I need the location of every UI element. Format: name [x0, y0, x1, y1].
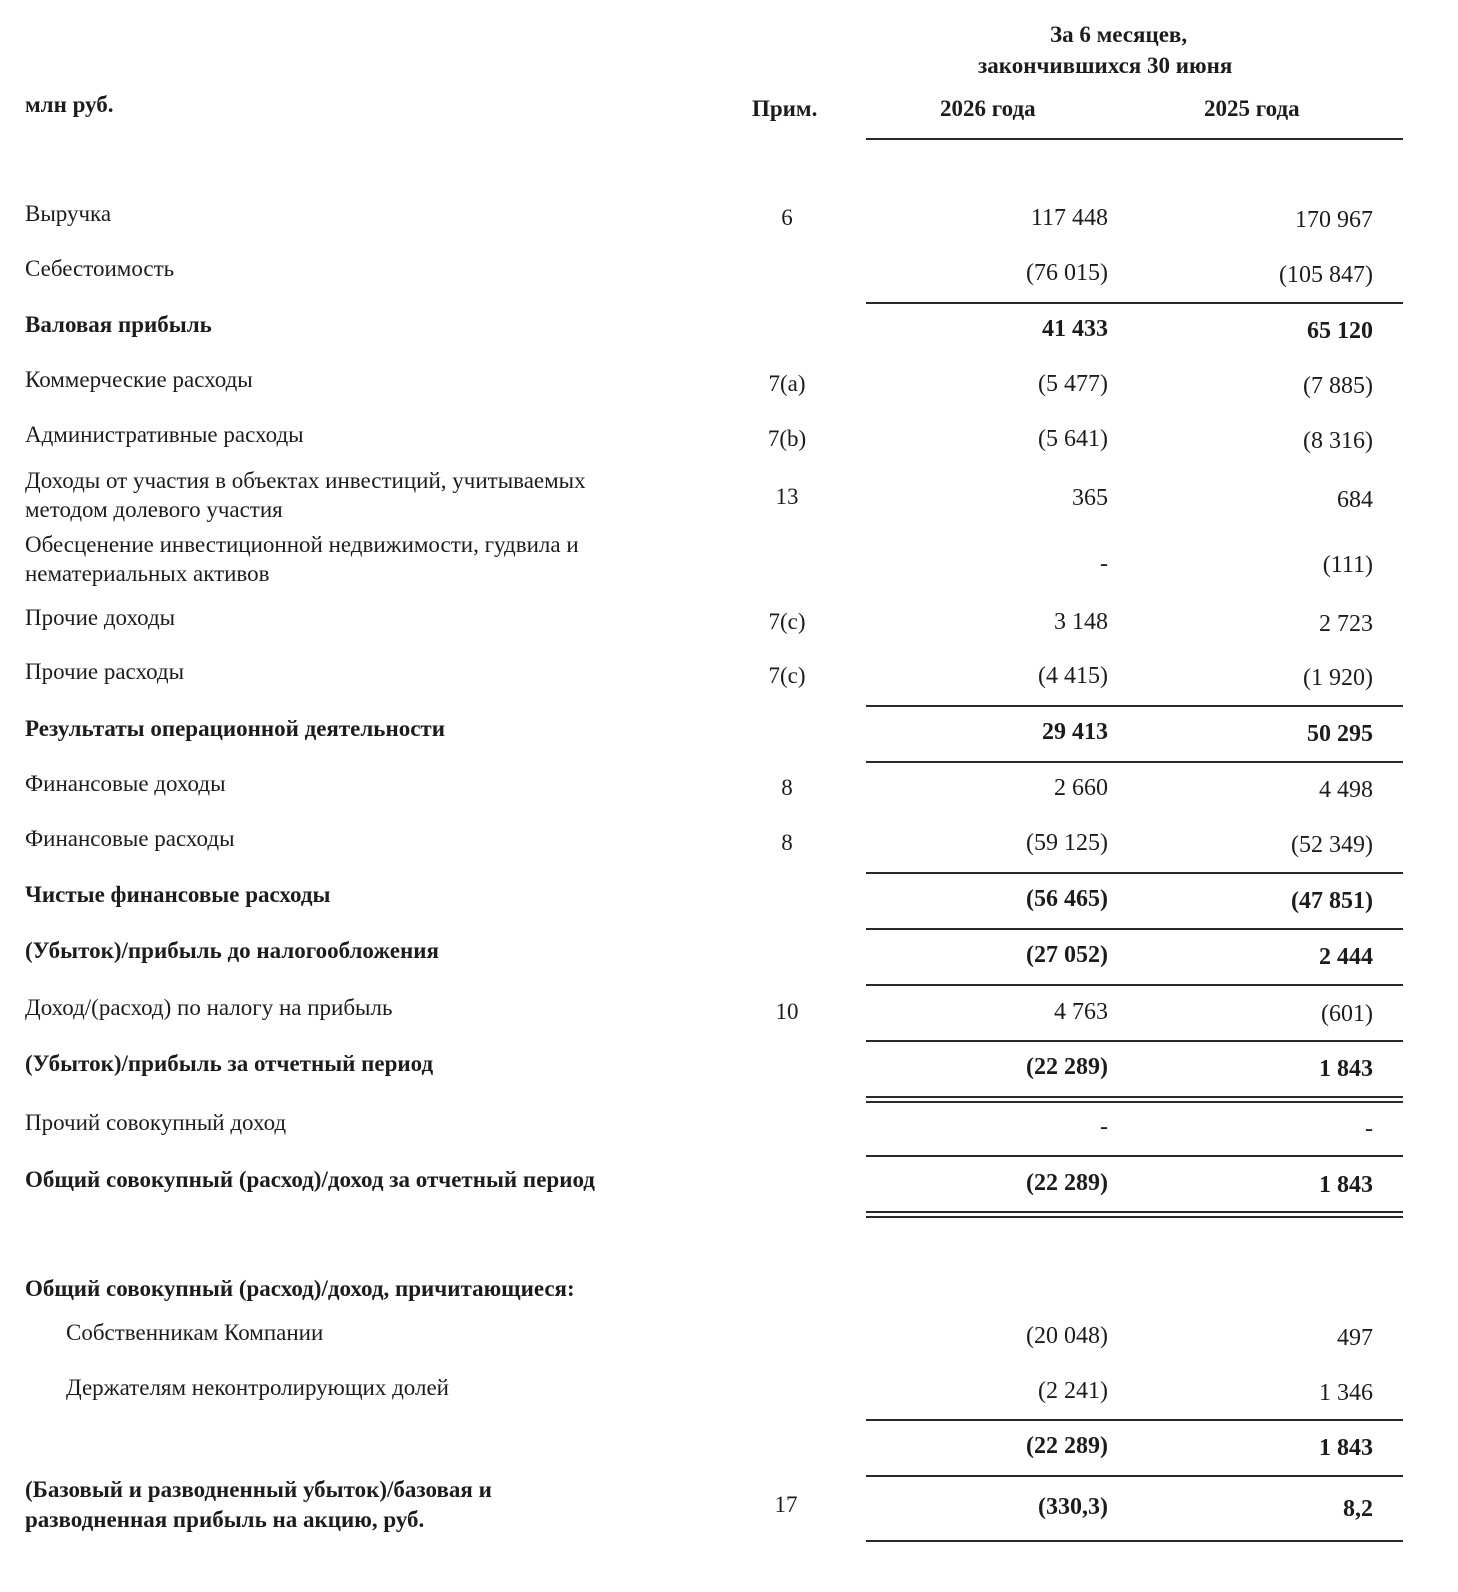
row-note: 7(c)	[768, 609, 806, 634]
row-value-2026: 117 448	[1030, 205, 1108, 231]
row-value-2025: 1 843	[1319, 1056, 1373, 1082]
row-value-2026: (59 125)	[1026, 830, 1108, 856]
row-value-2025: 8,2	[1343, 1496, 1373, 1522]
subtotal-rule	[866, 302, 1403, 304]
row-value-2026: 4 763	[1054, 999, 1108, 1025]
row-value-2025: 2 723	[1319, 611, 1373, 637]
row-value-2026: (22 289)	[1026, 1054, 1108, 1080]
row-value-2026: (22 289)	[1026, 1170, 1108, 1196]
row-note: 17	[774, 1492, 798, 1517]
row-value-2026: (5 477)	[1038, 371, 1108, 397]
subtotal-rule	[866, 928, 1403, 930]
row-value-2026: 41 433	[1042, 316, 1108, 342]
row-label-net-finance-costs: Чистые финансовые расходы	[25, 882, 331, 907]
row-value-2026: -	[1100, 1114, 1108, 1140]
row-value-2026: 29 413	[1042, 719, 1108, 745]
row-value-2025: (601)	[1321, 1001, 1373, 1027]
row-label-other-comprehensive-income: Прочий совокупный доход	[25, 1110, 287, 1135]
bottom-rule	[866, 1540, 1403, 1542]
row-value-2026: (22 289)	[1026, 1433, 1108, 1459]
row-value-2025: 1 843	[1319, 1172, 1373, 1198]
row-value-2025: (8 316)	[1303, 428, 1373, 454]
row-label-finance-income: Финансовые доходы	[25, 771, 226, 796]
row-label-equity-investees-line1: Доходы от участия в объектах инвестиций, учитываемых	[25, 468, 586, 493]
row-label-admin-expenses: Административные расходы	[25, 422, 304, 447]
row-value-2025: 684	[1337, 487, 1373, 513]
row-label-selling-expenses: Коммерческие расходы	[25, 367, 253, 392]
row-value-2025: 2 444	[1319, 944, 1373, 970]
row-note: 10	[775, 999, 799, 1024]
row-label-loss-before-tax: (Убыток)/прибыль до налогообложения	[25, 938, 439, 963]
row-note: 7(c)	[768, 663, 806, 688]
row-value-2026: 2 660	[1054, 775, 1108, 801]
subtotal-rule	[866, 1419, 1403, 1421]
row-value-2026: (56 465)	[1026, 886, 1108, 912]
row-value-2025: (47 851)	[1291, 888, 1373, 914]
attribution-heading: Общий совокупный (расход)/доход, причитающиеся:	[25, 1276, 575, 1301]
subtotal-rule	[866, 984, 1403, 986]
subtotal-rule	[866, 1475, 1403, 1477]
period-heading-line2: закончившихся 30 июня	[978, 53, 1233, 78]
row-label-eps-line1: (Базовый и разводненный убыток)/базовая и	[25, 1477, 492, 1502]
row-note: 6	[781, 205, 793, 230]
row-note: 8	[781, 775, 793, 800]
row-value-2025: (7 885)	[1303, 373, 1373, 399]
row-value-2025: (105 847)	[1279, 262, 1373, 288]
row-note: 7(b)	[767, 426, 807, 451]
row-label-nci: Держателям неконтролирующих долей	[66, 1375, 449, 1400]
row-value-2025: 1 843	[1319, 1435, 1373, 1461]
row-label-operating-results: Результаты операционной деятельности	[25, 716, 445, 741]
row-label-income-tax: Доход/(расход) по налогу на прибыль	[25, 995, 393, 1020]
row-label-eps-line2: разводненная прибыль на акцию, руб.	[25, 1507, 425, 1532]
row-value-2025: 1 346	[1319, 1380, 1373, 1406]
row-value-2026: -	[1100, 551, 1108, 577]
row-label-loss-for-period: (Убыток)/прибыль за отчетный период	[25, 1051, 434, 1076]
row-note: 8	[781, 830, 793, 855]
subtotal-rule	[866, 1040, 1403, 1042]
row-value-2025: -	[1365, 1116, 1373, 1142]
subtotal-rule	[866, 761, 1403, 763]
row-label-cost-of-sales: Себестоимость	[25, 256, 175, 281]
row-label-equity-investees-line2: методом долевого участия	[25, 497, 283, 522]
row-label-impairment-line2: нематериальных активов	[25, 561, 270, 586]
double-rule	[866, 1211, 1403, 1218]
row-value-2026: 365	[1072, 485, 1108, 511]
subtotal-rule	[866, 1155, 1403, 1157]
row-note: 13	[775, 484, 799, 509]
row-note: 7(a)	[768, 371, 806, 396]
row-value-2026: (2 241)	[1038, 1378, 1108, 1404]
double-rule	[866, 1096, 1403, 1103]
row-label-other-expenses: Прочие расходы	[25, 659, 185, 684]
row-value-2026: (20 048)	[1026, 1323, 1108, 1349]
row-value-2026: (330,3)	[1038, 1494, 1108, 1520]
row-value-2026: 3 148	[1054, 609, 1108, 635]
row-label-total-comprehensive: Общий совокупный (расход)/доход за отчетный период	[25, 1167, 595, 1192]
period-heading-line1: За 6 месяцев,	[1050, 22, 1188, 47]
row-label-gross-profit: Валовая прибыль	[25, 312, 212, 337]
subtotal-rule	[866, 705, 1403, 707]
subtotal-rule	[866, 872, 1403, 874]
row-value-2025: (111)	[1322, 552, 1373, 578]
year-2026-header: 2026 года	[940, 96, 1036, 121]
row-value-2025: 497	[1337, 1325, 1373, 1351]
row-value-2025: (1 920)	[1303, 665, 1373, 691]
header-rule	[866, 138, 1403, 140]
row-label-other-income: Прочие доходы	[25, 605, 176, 630]
row-value-2025: 50 295	[1307, 721, 1373, 747]
year-2025-header: 2025 года	[1204, 96, 1300, 121]
row-label-impairment-line1: Обесценение инвестиционной недвижимости, гудвила и	[25, 532, 579, 557]
row-label-revenue: Выручка	[25, 201, 112, 226]
row-value-2026: (4 415)	[1038, 663, 1108, 689]
row-label-owners: Собственникам Компании	[66, 1320, 324, 1345]
row-value-2025: 170 967	[1295, 207, 1373, 233]
units-label: млн руб.	[25, 92, 114, 117]
row-value-2025: 4 498	[1319, 777, 1373, 803]
row-value-2026: (5 641)	[1038, 426, 1108, 452]
note-column-header: Прим.	[752, 96, 818, 121]
row-value-2025: 65 120	[1307, 318, 1373, 344]
row-value-2026: (27 052)	[1026, 942, 1108, 968]
row-label-finance-costs: Финансовые расходы	[25, 826, 235, 851]
row-value-2025: (52 349)	[1291, 832, 1373, 858]
row-value-2026: (76 015)	[1026, 260, 1108, 286]
